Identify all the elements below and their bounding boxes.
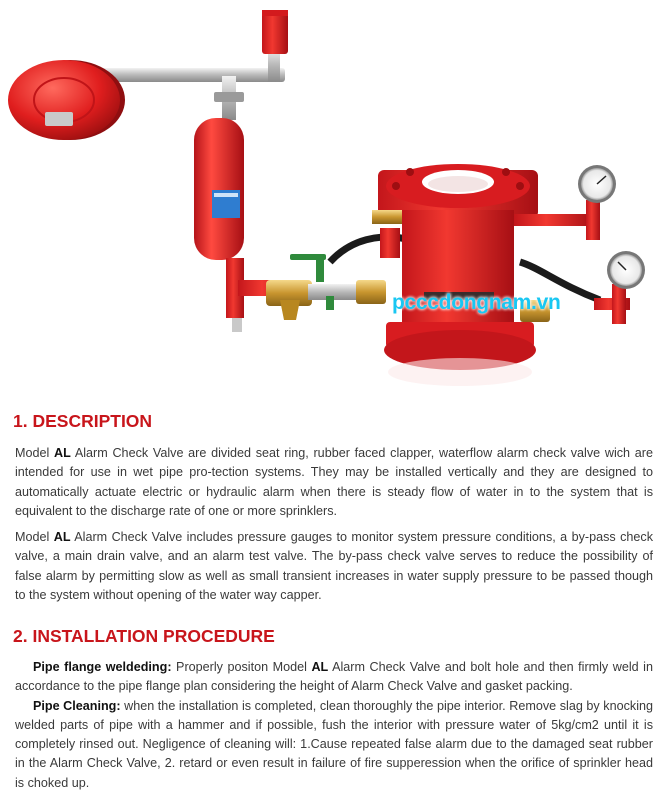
installation-paragraph: Pipe flange weldeding: Properly positon Model AL Alarm Check Valve and bolt hole and then firmly weld in accordance to the pipe flange plan considering the height of Alarm Check Valve and gasket packing. Pipe Cleaning: when the installation is completed, clean thoroughly the pipe interior. Remove slag by knocking welded parts of pipe with a hammer and if possible, fush the interior with pressure water of 5kg/cm2 until it is completely rinsed out. Negligence of cleaning will: 1.Cause repeated false alarm due to the damaged seat rubber in the Alarm Check Valve, 2. retard or even result in failure of fire supperession when the orifice of sprinkler head is choked up. — [15, 660, 653, 790]
description-paragraph-1: Model AL Alarm Check Valve are divided seat ring, rubber faced clapper, waterflow alarm check valve wich are intended for use in wet pipe pro-tection systems. They may be installed vertically and they are designed to automatically actuate electric or hydraulic alarm when there is steady flow of water in to the system that is equivalent to the discharge rate of one or more sprinklers. — [15, 446, 653, 518]
description-paragraph-2: Model AL Alarm Check Valve includes pressure gauges to monitor system pressure conditions, a by-pass check valve, a main drain valve, and an alarm test valve. The by-pass check valve serves to reduce the possibility of false alarm by permitting slow as well as small transient increases in water supply pressure to be passed though to the system without opening of the water way capper. — [15, 530, 653, 602]
section-heading-installation: 2. INSTALLATION PROCEDURE — [13, 626, 275, 646]
product-photo — [0, 0, 665, 395]
section-heading-description: 1. DESCRIPTION — [13, 411, 153, 431]
watermark-text: pcccdongnam.vn — [392, 291, 561, 314]
model-name: AL — [311, 660, 329, 674]
model-name: AL — [54, 446, 71, 460]
step-label-cleaning: Pipe Cleaning: — [33, 698, 121, 713]
model-name: AL — [53, 530, 71, 544]
step-label-flange: Pipe flange weldeding: — [33, 660, 172, 674]
